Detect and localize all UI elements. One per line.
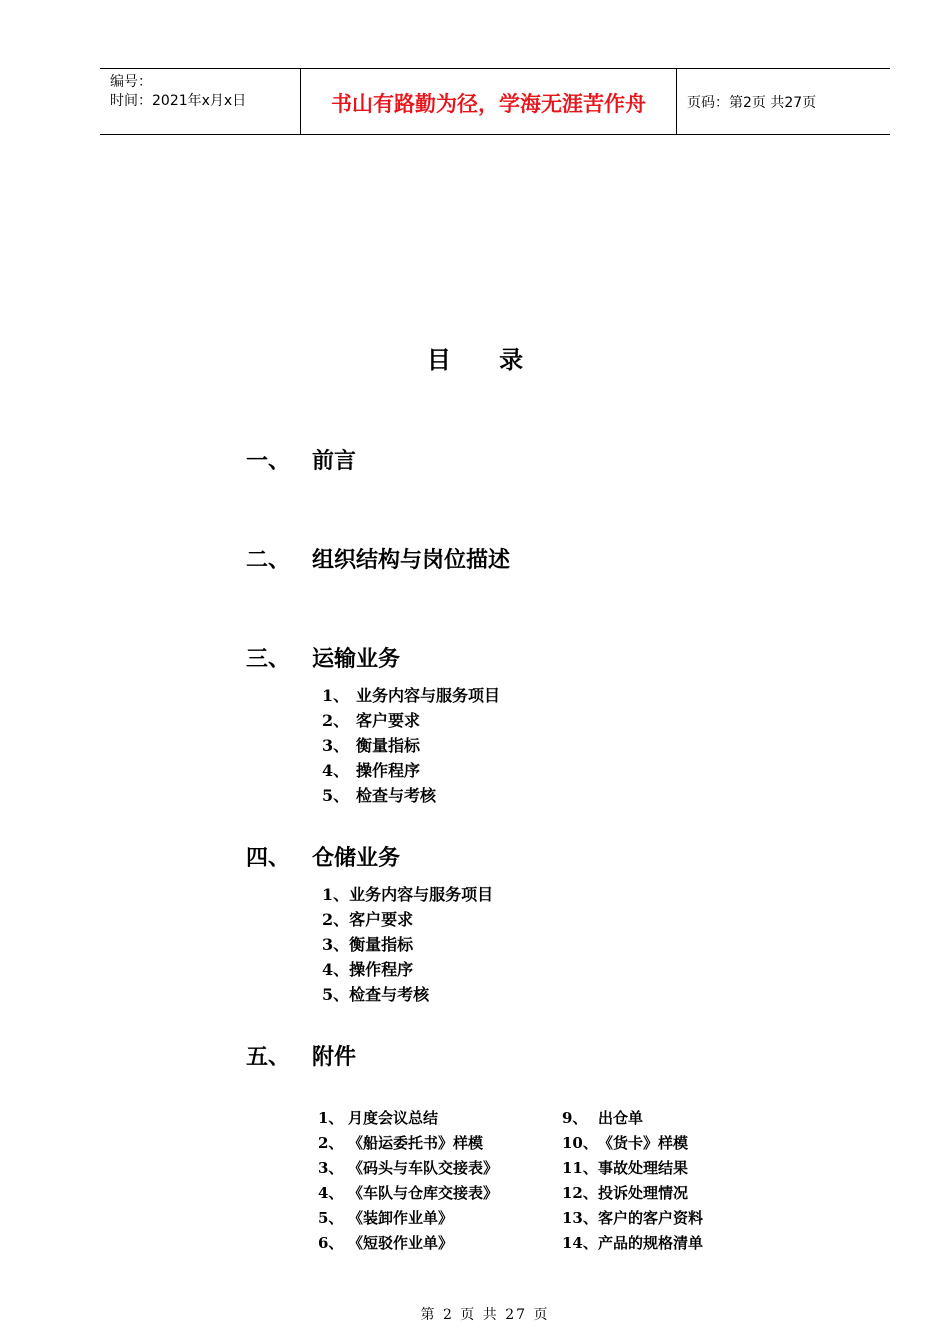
item-number: 9、	[562, 1109, 588, 1127]
transport-item	[322, 758, 420, 783]
warehouse-item: 3、衡量指标	[322, 935, 414, 954]
item-number: 6、	[318, 1234, 344, 1252]
item-number: 1、	[318, 1109, 344, 1127]
transport-item	[322, 733, 420, 758]
attachment-item	[318, 1206, 453, 1231]
time-label: 时间：2021年x月x日	[110, 93, 247, 109]
item-title: 事故处理结果	[598, 1159, 689, 1177]
section-number: 一、	[246, 448, 291, 474]
item-title: 产品的规格清单	[598, 1234, 704, 1252]
page-header	[100, 68, 890, 135]
item-title: 出仓单	[598, 1109, 644, 1127]
item-number: 4、	[322, 761, 350, 780]
attachment-item	[562, 1231, 703, 1256]
header-motto	[301, 69, 677, 134]
section-attachments	[246, 1042, 356, 1072]
item-title: 《装卸作业单》	[348, 1209, 454, 1227]
transport-item	[322, 783, 436, 808]
item-title: 《船运委托书》样模	[348, 1134, 484, 1152]
item-number: 11、	[562, 1159, 598, 1177]
item-title: 《车队与仓库交接表》	[348, 1184, 499, 1202]
item-number: 4、	[318, 1184, 344, 1202]
item-number: 3、	[318, 1159, 344, 1177]
attachment-item	[562, 1156, 688, 1181]
section-title: 前言	[312, 448, 357, 474]
item-number: 14、	[562, 1234, 598, 1252]
section-number: 五、	[246, 1044, 291, 1070]
item-title: 衡量指标	[356, 736, 421, 755]
attachment-item	[318, 1181, 498, 1206]
header-page-info	[677, 69, 890, 134]
item-title: 《码头与车队交接表》	[348, 1159, 499, 1177]
item-title: 检查与考核	[356, 786, 437, 805]
item-number: 12、	[562, 1184, 598, 1202]
item-title: 《短驳作业单》	[348, 1234, 454, 1252]
item-number: 5、	[322, 786, 350, 805]
item-title: 操作程序	[356, 761, 421, 780]
warehouse-item: 2、客户要求	[322, 910, 414, 929]
attachment-item	[318, 1156, 498, 1181]
item-title: 客户的客户资料	[598, 1209, 704, 1227]
attachment-item	[318, 1231, 453, 1256]
item-number: 2、	[318, 1134, 344, 1152]
attachment-item	[562, 1106, 643, 1131]
item-title: 业务内容与服务项目	[356, 686, 501, 705]
attachment-item	[318, 1106, 438, 1131]
section-number: 三、	[246, 646, 291, 672]
section-title: 附件	[312, 1044, 357, 1070]
item-title: 《货卡》样模	[598, 1134, 689, 1152]
section-organization	[246, 545, 510, 575]
item-number: 1、	[322, 686, 350, 705]
item-number: 5、	[318, 1209, 344, 1227]
section-title: 运输业务	[312, 646, 401, 672]
attachment-item	[562, 1131, 688, 1156]
warehouse-item: 5、检查与考核	[322, 985, 430, 1004]
transport-item	[322, 683, 500, 708]
warehouse-item: 4、操作程序	[322, 960, 414, 979]
item-title: 投诉处理情况	[598, 1184, 689, 1202]
item-title: 客户要求	[356, 711, 421, 730]
item-number: 13、	[562, 1209, 598, 1227]
section-title: 仓储业务	[312, 845, 401, 871]
section-transport	[246, 644, 400, 674]
item-number: 10、	[562, 1134, 598, 1152]
motto-text: 书山有路勤为径，学海无涯苦作舟	[331, 91, 646, 116]
attachment-item	[562, 1181, 688, 1206]
attachment-item	[562, 1206, 703, 1231]
section-title: 组织结构与岗位描述	[312, 547, 511, 573]
header-meta	[100, 69, 301, 134]
section-number: 四、	[246, 845, 291, 871]
section-number: 二、	[246, 547, 291, 573]
page-label: 页码：第2页 共27页	[687, 94, 817, 111]
item-number: 3、	[322, 736, 350, 755]
item-number: 2、	[322, 711, 350, 730]
warehouse-item: 1、业务内容与服务项目	[322, 885, 494, 904]
attachment-item	[318, 1131, 483, 1156]
page-footer: 第 2 页 共 27 页	[420, 1307, 550, 1323]
item-title: 月度会议总结	[348, 1109, 439, 1127]
section-warehouse	[246, 843, 400, 873]
transport-item	[322, 708, 420, 733]
toc-title: 目 录	[426, 345, 544, 374]
section-preface	[246, 446, 356, 476]
number-label: 编号：	[110, 74, 152, 90]
